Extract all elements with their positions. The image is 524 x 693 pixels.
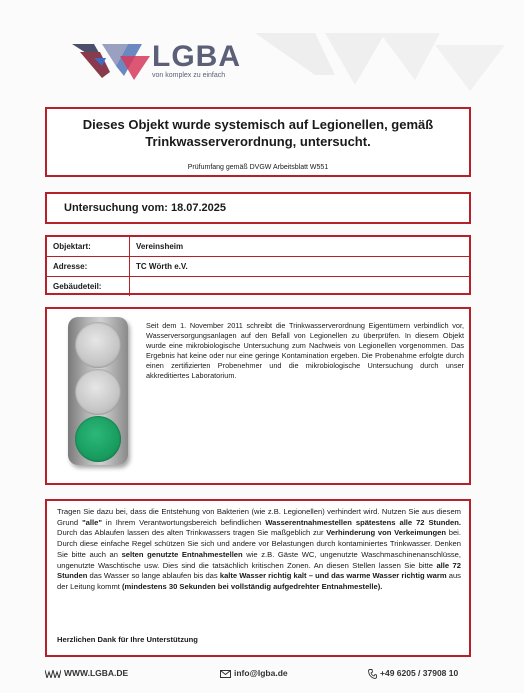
watermark-icon — [255, 25, 505, 95]
footer-email[interactable] — [220, 668, 288, 678]
traffic-light-icon — [68, 317, 128, 465]
footer-phone[interactable] — [368, 668, 458, 679]
row-label: Objektart: — [47, 237, 130, 257]
row-value: Vereinsheim — [130, 237, 470, 257]
advice-segment: das Wasser so lange ablaufen bis das — [89, 571, 218, 581]
certificate-title: Dieses Objekt wurde systemisch auf Legionellen, gemäß Trinkwasserverordnung, untersucht. — [82, 117, 434, 149]
advice-emphasis: (mindestens 30 Sekunden bei vollständig aufgedrehter Entnahmestelle). — [122, 581, 383, 591]
footer-website[interactable] — [45, 668, 128, 678]
logo-name: LGBA — [152, 40, 241, 73]
advice-emphasis: Verhinderung von Verkeimungen — [326, 528, 447, 538]
green-lamp — [75, 416, 121, 462]
advice-segment: Tragen Sie dazu bei, dass die Entstehung von Bakterien (wie z.B. Legionellen) verhindert wird. Nutzen Sie aus diesem Grund — [57, 507, 461, 527]
logo-tagline: von komplex zu einfach — [152, 72, 226, 79]
email-link[interactable]: info@lgba.de — [234, 668, 288, 678]
advice-segment: aus der Leitung kommt — [57, 571, 461, 591]
advice-emphasis: Wasserentnahmestellen spätestens alle 72 Stunden. — [265, 517, 461, 527]
table-row — [47, 277, 469, 297]
advice-segment: Durch das Ablaufen lassen des alten Trinkwassers tragen Sie maßgeblich zur — [57, 528, 324, 538]
footer — [0, 667, 524, 683]
advice-emphasis: kalte Wasser richtig kalt – und das warme Wasser richtig warm — [219, 571, 447, 581]
result-text: Seit dem 1. November 2011 schreibt die Trinkwasserverordnung Eigentümern verbindlich vor, Wasserversorgungsanlagen auf den Befall von Legionellen zu überprüfen. In diesem Objekt wurde eine mikrobiologische Untersuchung zum Nachweis von Legionellen vorgenommen. Das Ergebnis hat keine oder nur eine geringe Kontamination ergeben. Die Probenahme erfolgte durch einen zertifizierten Probenehmer und die mikrobiologische Untersuchung durch unser akkreditiertes Laboratorium. — [146, 321, 464, 380]
advice-box — [45, 499, 471, 657]
lgba-logo — [72, 40, 242, 82]
advice-segment: in Ihrem Verantwortungsbereich befindlichen — [105, 517, 262, 527]
object-info-table — [45, 235, 471, 295]
advice-emphasis: "alle" — [82, 517, 102, 527]
phone-number[interactable]: +49 6205 / 37908 10 — [380, 668, 459, 678]
advice-segment: bei. Durch diese einfache Regel schützen Sie sich und andere vor Belastungen durch kontaminiertes Trinkwasser. Denken Sie bitte auch an — [57, 528, 461, 559]
red-lamp — [75, 322, 121, 368]
inspection-date-box — [45, 192, 471, 224]
row-label: Adresse: — [47, 257, 130, 277]
inspection-date: Untersuchung vom: 18.07.2025 — [64, 202, 227, 214]
advice-emphasis: alle 72 Stunden — [57, 560, 461, 581]
table-row — [47, 237, 469, 257]
advice-emphasis: selten genutzte Entnahmestellen — [121, 549, 243, 559]
row-value — [130, 277, 470, 297]
yellow-lamp — [75, 369, 121, 415]
certificate-header — [45, 107, 471, 177]
thanks-text: Herzlichen Dank für Ihre Unterstützung — [57, 635, 198, 644]
logo-mark-icon — [72, 42, 150, 80]
certificate-subtitle: Prüfumfang gemäß DVGW Arbeitsblatt W551 — [187, 164, 329, 171]
website-link[interactable]: WWW.LGBA.DE — [64, 668, 129, 678]
www-icon — [45, 670, 61, 678]
advice-segment: wie z.B. Gäste WC, ungenutzte Waschmaschinenanschlüsse, ungenutzte Waschtische usw. Dies sind die tatsächlich kritischen Zonen. An diesen Stellen lassen Sie bitte — [57, 549, 461, 570]
mail-icon — [220, 670, 231, 678]
row-label: Gebäudeteil: — [47, 277, 130, 297]
phone-icon — [368, 669, 377, 679]
advice-text — [57, 507, 461, 593]
table-row — [47, 257, 469, 277]
row-value: TC Wörth e.V. — [130, 257, 470, 277]
result-box — [45, 307, 471, 485]
